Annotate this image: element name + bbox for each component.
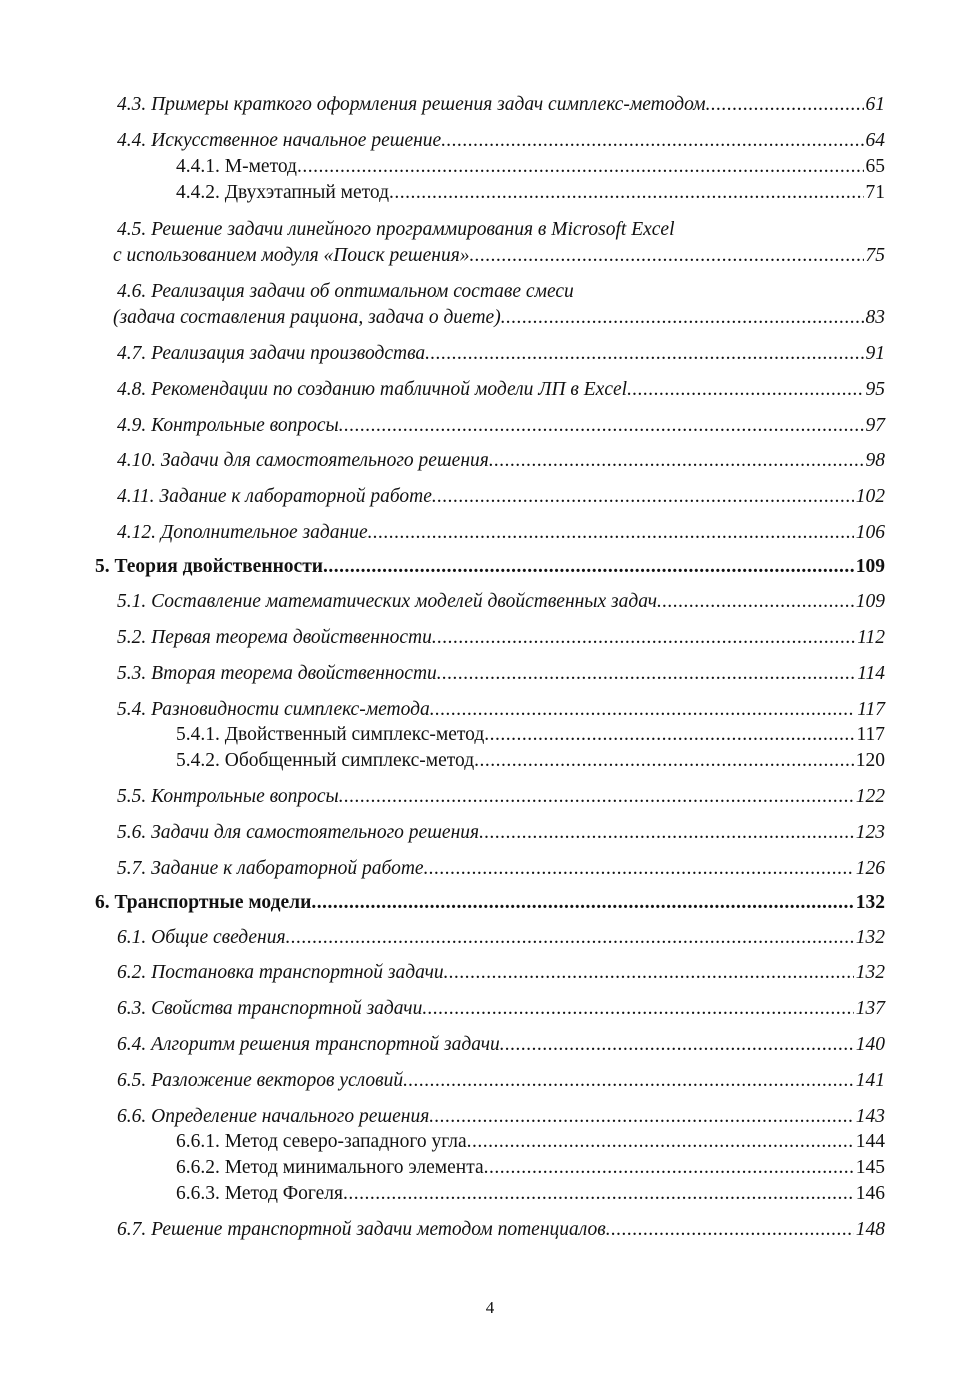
toc-entry-page: 126 [855, 858, 885, 879]
toc-entry[interactable] [117, 661, 885, 687]
toc-entry-title: 4.9. Контрольные вопросы [117, 415, 339, 436]
toc-entry-title: с использованием модуля «Поиск решения» [113, 245, 470, 266]
toc-entry-title: 6.6.2. Метод минимального элемента [176, 1157, 484, 1178]
toc-entry-page: 95 [865, 379, 885, 400]
toc-entry-title: 4.7. Реализация задачи производства [117, 343, 426, 364]
toc-entry-title: 5.4.1. Двойственный симплекс-метод [176, 724, 485, 745]
toc-entry[interactable] [176, 1129, 885, 1155]
toc-leader-dots [437, 661, 855, 687]
toc-leader-dots [425, 341, 863, 367]
toc-leader-dots [484, 1155, 854, 1181]
toc-entry-title: 6.1. Общие сведения [117, 927, 286, 948]
toc-entry[interactable] [117, 92, 885, 118]
toc-entry-page: 91 [865, 343, 885, 364]
toc-entry-title: 4.4.2. Двухэтапный метод [176, 182, 390, 203]
toc-leader-dots [424, 856, 854, 882]
toc-entry-page: 137 [855, 998, 885, 1019]
toc-entry-title: 4.10. Задачи для самостоятельного решения [117, 450, 489, 471]
toc-entry-title: 5.4. Разновидности симплекс-метода [117, 699, 430, 720]
toc-entry-page: 141 [855, 1070, 885, 1091]
toc-entry-page: 117 [857, 699, 885, 720]
toc-entry-page: 145 [855, 1157, 885, 1178]
toc-entry-title: 4.5. Решение задачи линейного программирования в Microsoft Excel [117, 219, 675, 240]
toc-entry-title: 5.5. Контрольные вопросы [117, 786, 339, 807]
toc-entry-page: 122 [855, 786, 885, 807]
toc-entry-title: 6.6.3. Метод Фогеля [176, 1183, 343, 1204]
toc-entry-title: 6. Транспортные модели [95, 892, 312, 913]
page-number: 4 [485, 1298, 495, 1317]
toc-entry-page: 83 [865, 307, 885, 328]
toc-entry-title: 4.8. Рекомендации по созданию табличной модели ЛП в Excel [117, 379, 628, 400]
toc-entry-page: 117 [856, 724, 885, 745]
toc-entry-page: 75 [865, 245, 885, 266]
toc-entry-page: 112 [857, 627, 885, 648]
toc-leader-dots [403, 1068, 854, 1094]
toc-entry[interactable] [117, 128, 885, 154]
toc-leader-dots [441, 128, 863, 154]
toc-leader-dots [489, 448, 864, 474]
toc-leader-dots [339, 784, 854, 810]
toc-entry-page: 109 [855, 556, 885, 577]
toc-entry-page: 64 [865, 130, 885, 151]
toc-entry[interactable] [117, 448, 885, 474]
toc-entry-title: 4.6. Реализация задачи об оптимальном составе смеси [117, 281, 574, 302]
toc-leader-dots [484, 722, 854, 748]
toc-entry[interactable] [117, 520, 885, 546]
toc-entry-title: 4.3. Примеры краткого оформления решения задач симплекс-методом [117, 94, 706, 115]
toc-entry-title: 5.4.2. Обобщенный симплекс-метод [176, 750, 475, 771]
toc-leader-dots [343, 1181, 854, 1207]
toc-entry-page: 114 [857, 663, 885, 684]
toc-leader-dots [422, 996, 853, 1022]
toc-entry-title: 4.11. Задание к лабораторной работе [117, 486, 432, 507]
toc-entry-title: 4.12. Дополнительное задание [117, 522, 368, 543]
toc-entry-page: 148 [855, 1219, 885, 1240]
toc-entry[interactable] [113, 305, 885, 331]
toc-leader-dots [627, 377, 863, 403]
toc-entry-page: 98 [865, 450, 885, 471]
toc-leader-dots [706, 92, 864, 118]
toc-entry[interactable] [117, 856, 885, 882]
toc-entry-page: 132 [855, 892, 885, 913]
toc-chapter-entry[interactable] [95, 554, 885, 580]
toc-entry[interactable] [117, 1032, 885, 1058]
toc-leader-dots [501, 305, 864, 331]
toc-entry-title: 6.5. Разложение векторов условий [117, 1070, 404, 1091]
toc-entry[interactable] [117, 820, 885, 846]
toc-entry-title: 6.4. Алгоритм решения транспортной задачи [117, 1034, 500, 1055]
toc-entry-title: 5.7. Задание к лабораторной работе [117, 858, 424, 879]
toc-entry-page: 132 [855, 927, 885, 948]
toc-entry[interactable] [117, 413, 885, 439]
toc-entry[interactable] [117, 1068, 885, 1094]
toc-leader-dots [470, 243, 864, 269]
toc-entry[interactable] [117, 625, 885, 651]
toc-entry[interactable] [176, 180, 885, 206]
toc-entry-title: 5.3. Вторая теорема двойственности [117, 663, 437, 684]
toc-entry[interactable] [176, 1155, 885, 1181]
toc-entry-page: 65 [865, 156, 885, 177]
toc-entry-page: 97 [865, 415, 885, 436]
toc-leader-dots [323, 554, 854, 580]
toc-leader-dots [311, 890, 853, 916]
toc-leader-dots [430, 697, 855, 723]
toc-entry-title: 4.4.1. М-метод [176, 156, 297, 177]
toc-entry[interactable] [176, 748, 885, 774]
toc-entry[interactable] [176, 154, 885, 180]
toc-entry[interactable] [117, 1217, 885, 1243]
toc-entry-title: 5. Теория двойственности [95, 556, 324, 577]
toc-entry-title: 5.2. Первая теорема двойственности [117, 627, 432, 648]
toc-leader-dots [467, 1129, 854, 1155]
toc-entry-page: 132 [855, 962, 885, 983]
toc-entry-page: 71 [865, 182, 885, 203]
toc-entry[interactable] [117, 484, 885, 510]
toc-entry-page: 146 [855, 1183, 885, 1204]
toc-leader-dots [444, 960, 854, 986]
toc-leader-dots [500, 1032, 854, 1058]
toc-entry-page: 61 [865, 94, 885, 115]
toc-entry-page: 140 [855, 1034, 885, 1055]
toc-leader-dots [297, 154, 864, 180]
toc-chapter-entry[interactable] [95, 890, 885, 916]
toc-leader-dots [432, 484, 854, 510]
toc-entry-page: 143 [855, 1106, 885, 1127]
toc-leader-dots [657, 589, 854, 615]
toc-entry[interactable] [117, 1104, 885, 1130]
toc-entry[interactable] [117, 784, 885, 810]
toc-entry-page: 106 [855, 522, 885, 543]
toc-leader-dots [606, 1217, 854, 1243]
toc-entry[interactable] [117, 925, 885, 951]
toc-entry-title: 5.6. Задачи для самостоятельного решения [117, 822, 480, 843]
toc-entry-title: (задача составления рациона, задача о диете) [113, 307, 501, 328]
toc-entry-title: 5.1. Составление математических моделей двойственных задач [117, 591, 658, 612]
toc-entry-title: 4.4. Искусственное начальное решение [117, 130, 442, 151]
toc-entry[interactable] [117, 996, 885, 1022]
toc-entry-title: 6.2. Постановка транспортной задачи [117, 962, 444, 983]
toc-entry[interactable] [117, 377, 885, 403]
toc-entry[interactable] [176, 1181, 885, 1207]
toc-leader-dots [429, 1104, 853, 1130]
toc-entry[interactable] [117, 960, 885, 986]
toc-entry[interactable] [176, 722, 885, 748]
toc-leader-dots [339, 413, 864, 439]
toc-entry-title: 6.6.1. Метод северо-западного угла [176, 1131, 467, 1152]
toc-entry-page: 123 [855, 822, 885, 843]
toc-entry-page: 102 [855, 486, 885, 507]
toc-leader-dots [389, 180, 863, 206]
toc-leader-dots [479, 820, 854, 846]
toc-leader-dots [432, 625, 855, 651]
toc-entry-page: 120 [855, 750, 885, 771]
toc-entry-title: 6.3. Свойства транспортной задачи [117, 998, 423, 1019]
toc-leader-dots [474, 748, 854, 774]
toc-entry[interactable] [117, 341, 885, 367]
toc-entry-page: 144 [855, 1131, 885, 1152]
toc-entry-title-line [117, 217, 885, 243]
toc-entry[interactable] [117, 697, 885, 723]
toc-leader-dots [286, 925, 854, 951]
toc-entry-title-line [117, 279, 885, 305]
toc-entry[interactable] [113, 243, 885, 269]
toc-entry-title: 6.7. Решение транспортной задачи методом потенциалов [117, 1219, 606, 1240]
toc-leader-dots [368, 520, 854, 546]
toc-entry[interactable] [117, 589, 885, 615]
toc-entry-page: 109 [855, 591, 885, 612]
toc-entry-title: 6.6. Определение начального решения [117, 1106, 430, 1127]
